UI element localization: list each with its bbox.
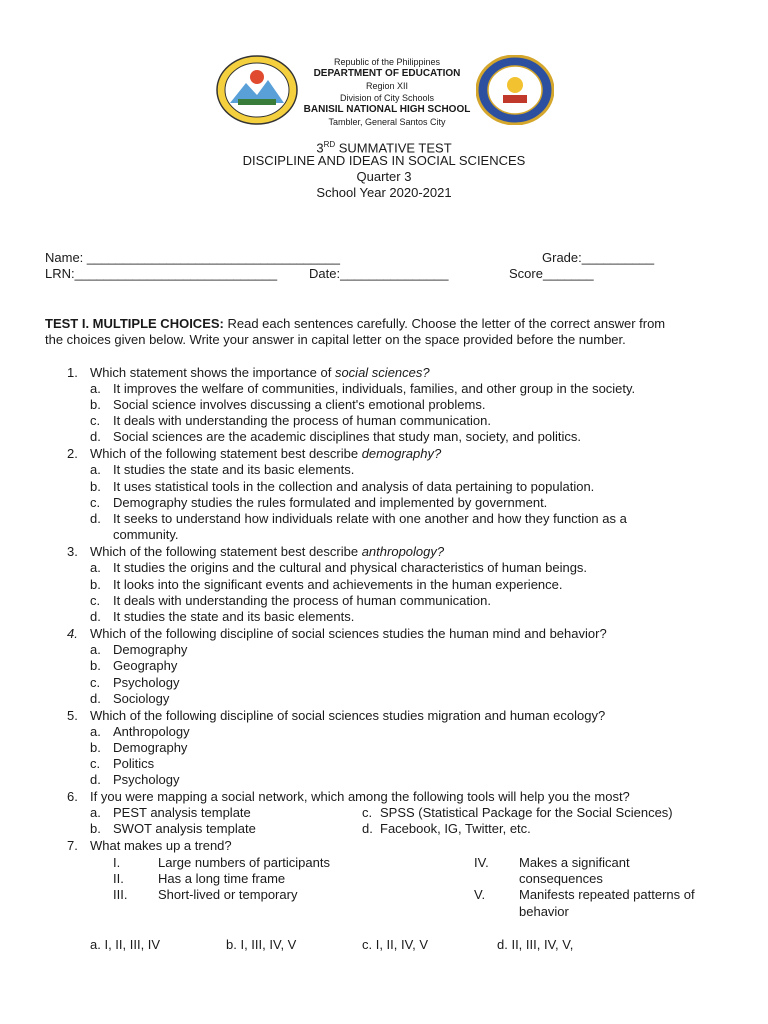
q7-iv-text: Makes a significant [519,855,630,870]
q5-b-text: Demography [113,740,188,755]
q2-a-text: It studies the state and its basic elements. [113,462,355,477]
lrn-field[interactable]: LRN:____________________________ [45,266,278,281]
test1-heading: TEST I. MULTIPLE CHOICES: [45,316,224,331]
letterhead-region: Region XII [365,81,409,91]
q4-text: Which of the following discipline of social sciences studies the human mind and behavior? [90,626,607,641]
q6-a-label: a. [90,805,101,820]
q1-c-label: c. [90,413,101,428]
q6-d-text: Facebook, IG, Twitter, etc. [380,821,531,836]
subject-title: DISCIPLINE AND IDEAS IN SOCIAL SCIENCES [242,153,526,168]
q1-b-text: Social science involves discussing a client's emotional problems. [113,397,486,412]
date-field[interactable]: Date:_______________ [309,266,449,281]
q2-a-label: a. [90,462,101,477]
q6-b-label: b. [90,821,101,836]
q5-b-label: b. [90,740,101,755]
quarter-title: Quarter 3 [356,169,412,184]
letterhead [298,56,476,128]
q3-d-text: It studies the state and its basic elements. [113,609,355,624]
q3-a-text: It studies the origins and the cultural and physical characteristics of human beings. [113,560,588,575]
name-field[interactable]: Name: ___________________________________ [45,250,340,265]
q2-b-label: b. [90,479,101,494]
ordinal-number: 3 [316,140,324,156]
q7-answer-b: b. I, III, IV, V [226,937,297,952]
q6-b-text: SWOT analysis template [113,821,256,836]
q4-a-label: a. [90,642,101,657]
test1-instructions-line1: Read each sentences carefully. Choose the letter of the correct answer from [223,316,666,331]
q7-ii-text: Has a long time frame [158,871,286,886]
q2-d-label: d. [90,511,101,526]
q7-v-text-cont: behavior [519,904,569,919]
q1-d-label: d. [90,429,101,444]
q5-c-text: Politics [113,756,155,771]
q7-answer-c: c. I, II, IV, V [362,937,428,952]
q2-d-text-cont: community. [113,527,179,542]
q1-b-label: b. [90,397,101,412]
q1-c-text: It deals with understanding the process of human communication. [113,413,491,428]
q6-a-text: PEST analysis template [113,805,251,820]
q4-c-text: Psychology [113,675,180,690]
test-name: SUMMATIVE TEST [335,140,452,156]
q2-text [90,446,441,461]
q5-a-text: Anthropology [113,724,190,739]
letterhead-republic: Republic of the Philippines [333,57,441,67]
q2-c-label: c. [90,495,101,510]
q1-text [90,365,430,380]
q7-iv-text-cont: consequences [519,871,603,886]
q4-b-label: b. [90,658,101,673]
test1-instructions-line2: the choices given below. Write your answer in capital letter on the space provided before the number. [45,332,626,347]
q2-b-text: It uses statistical tools in the collection and analysis of data pertaining to population. [113,479,595,494]
q5-d-text: Psychology [113,772,180,787]
q4-d-text: Sociology [113,691,170,706]
q7-v-text: Manifests repeated patterns of [519,887,695,902]
q3-number: 3. [67,544,78,559]
q5-number: 5. [67,708,78,723]
q3-em: anthropology? [361,544,445,559]
letterhead-address: Tambler, General Santos City [328,117,446,127]
grade-field[interactable]: Grade:__________ [542,250,655,265]
q7-text: What makes up a trend? [90,838,232,853]
q7-iii-text: Short-lived or temporary [158,887,298,902]
q7-i-text: Large numbers of participants [158,855,330,870]
letterhead-school: BANISIL NATIONAL HIGH SCHOOL [303,104,471,115]
q3-c-text: It deals with understanding the process of human communication. [113,593,491,608]
q6-c-text: SPSS (Statistical Package for the Social Sciences) [380,805,673,820]
q2-em: demography? [361,446,442,461]
q3-c-label: c. [90,593,101,608]
q3-b-text: It looks into the significant events and achievements in the human experience. [113,577,563,592]
q6-number: 6. [67,789,78,804]
q3-d-label: d. [90,609,101,624]
school-seal-logo [216,55,298,125]
q1-pre: Which statement shows the importance of [90,365,335,380]
q3-b-label: b. [90,577,101,592]
q1-number: 1. [67,365,78,380]
letterhead-department: DEPARTMENT OF EDUCATION [313,68,461,79]
q6-text: If you were mapping a social network, which among the following tools will help you the most? [90,789,630,804]
q6-d-label: d. [362,821,373,836]
q6-c-label: c. [362,805,373,820]
q4-a-text: Demography [113,642,188,657]
q2-d-text: It seeks to understand how individuals relate with one another and how they function as a [113,511,627,526]
q1-a-text: It improves the welfare of communities, individuals, families, and other group in the society. [113,381,636,396]
school-year-title: School Year 2020-2021 [316,185,452,200]
q4-c-label: c. [90,675,101,690]
q2-pre: Which of the following statement best describe [90,446,362,461]
ordinal-suffix: RD [323,140,336,149]
q7-number: 7. [67,838,78,853]
q7-answer-a: a. I, II, III, IV [90,937,161,952]
deped-seal-logo [476,55,554,125]
q5-a-label: a. [90,724,101,739]
q3-a-label: a. [90,560,101,575]
q7-iv-label: IV. [474,855,489,870]
test1-instructions [45,316,665,331]
q3-text [90,544,444,559]
q7-iii-label: III. [113,887,128,902]
q5-d-label: d. [90,772,101,787]
q2-c-text: Demography studies the rules formulated and implemented by government. [113,495,548,510]
q7-i-label: I. [113,855,121,870]
q5-text: Which of the following discipline of social sciences studies migration and human ecology? [90,708,606,723]
q1-d-text: Social sciences are the academic disciplines that study man, society, and politics. [113,429,581,444]
q4-d-label: d. [90,691,101,706]
q7-answer-d: d. II, III, IV, V, [497,937,574,952]
q7-v-label: V. [474,887,486,902]
q5-c-label: c. [90,756,101,771]
q4-number: 4. [67,626,78,641]
q3-pre: Which of the following statement best describe [90,544,362,559]
letterhead-division: Division of City Schools [339,93,435,103]
q1-em: social sciences? [334,365,430,380]
score-field[interactable]: Score_______ [509,266,594,281]
q7-ii-label: II. [113,871,124,886]
q2-number: 2. [67,446,78,461]
q1-a-label: a. [90,381,101,396]
q4-b-text: Geography [113,658,178,673]
